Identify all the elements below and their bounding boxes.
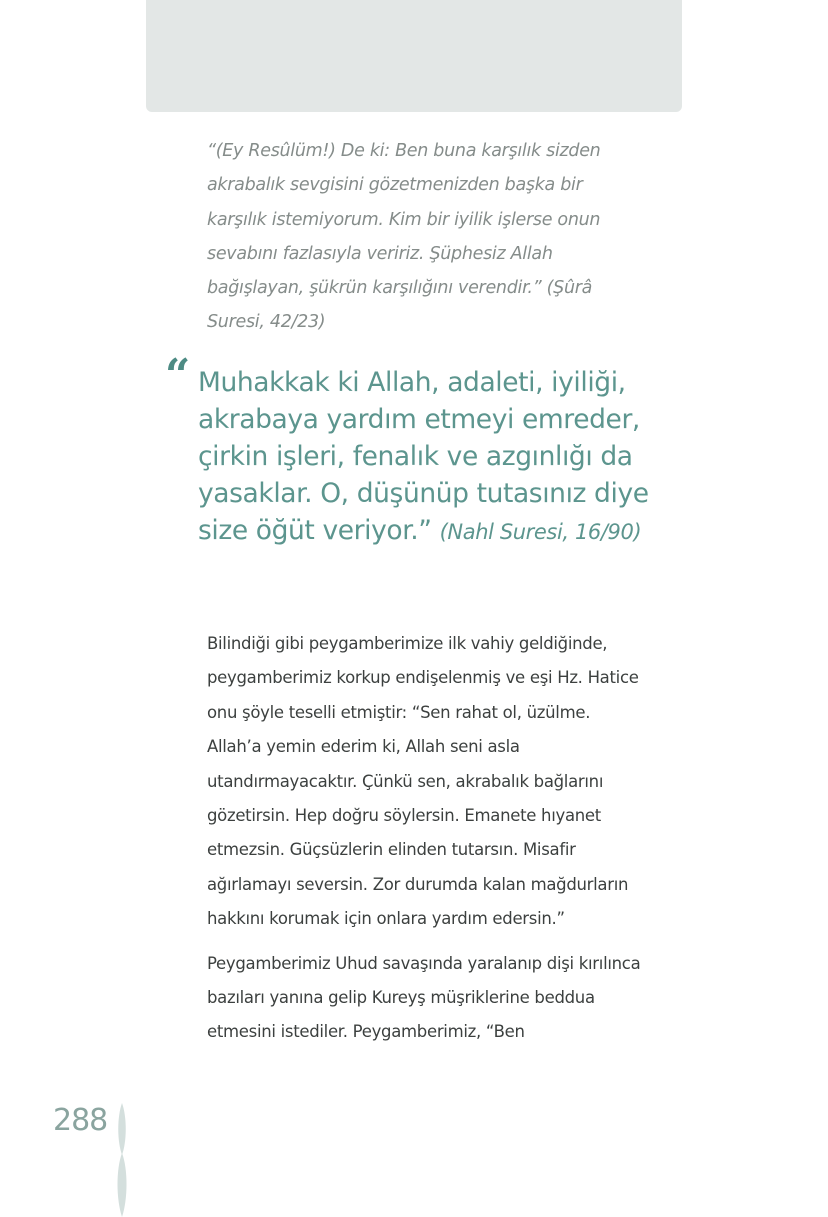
quote-mark-icon: “ xyxy=(165,350,191,401)
pull-quote-text xyxy=(198,364,685,551)
pull-quote xyxy=(165,350,685,551)
leaf-ornament-icon xyxy=(113,1103,131,1217)
pull-quote-body: Muhakkak ki Allah, adaleti, iyiliği, akrabaya yardım etmeyi emreder, çirkin işleri, fenalık ve azgınlığı da yasaklar. O, düşünüp tutasınız diye size öğüt veriyor.” xyxy=(198,367,649,546)
image-placeholder-box xyxy=(146,0,682,112)
intro-verse-quote: “(Ey Resûlüm!) De ki: Ben buna karşılık sizden akrabalık sevgisini gözetmenizden başka bir karşılık istemiyorum. Kim bir iyilik işlerse onun sevabını fazlasıyla veririz. Şüphesiz Allah bağışlayan, şükrün karşılığını verendir.” (Şûrâ Suresi, 42/23) xyxy=(207,141,601,333)
paragraph: Peygamberimiz Uhud savaşında yaralanıp dişi kırılınca bazıları yanına gelip Kureyş müşriklerine beddua etmesini istediler. Peygamberimiz, “Ben xyxy=(207,953,641,1042)
page-number: 288 xyxy=(53,1103,108,1138)
paragraph: Bilindiği gibi peygamberimize ilk vahiy geldiğinde, peygamberimiz korkup endişelenmiş ve eşi Hz. Hatice onu şöyle teselli etmiştir: “Sen rahat ol, üzülme. Allah’a yemin ederim ki, Allah seni asla utandırmayacaktır. Çünkü sen, akrabalık bağlarını gözetirsin. Hep doğru söylersin. Emanete hıyanet etmezsin. Güçsüzlerin elinden tutarsın. Misafir ağırlamayı seversin. Zor durumda kalan mağdurların hakkını korumak için onlara yardım edersin.” xyxy=(207,634,639,929)
pull-quote-reference: (Nahl Suresi, 16/90) xyxy=(439,520,642,544)
body-text xyxy=(207,627,647,1060)
